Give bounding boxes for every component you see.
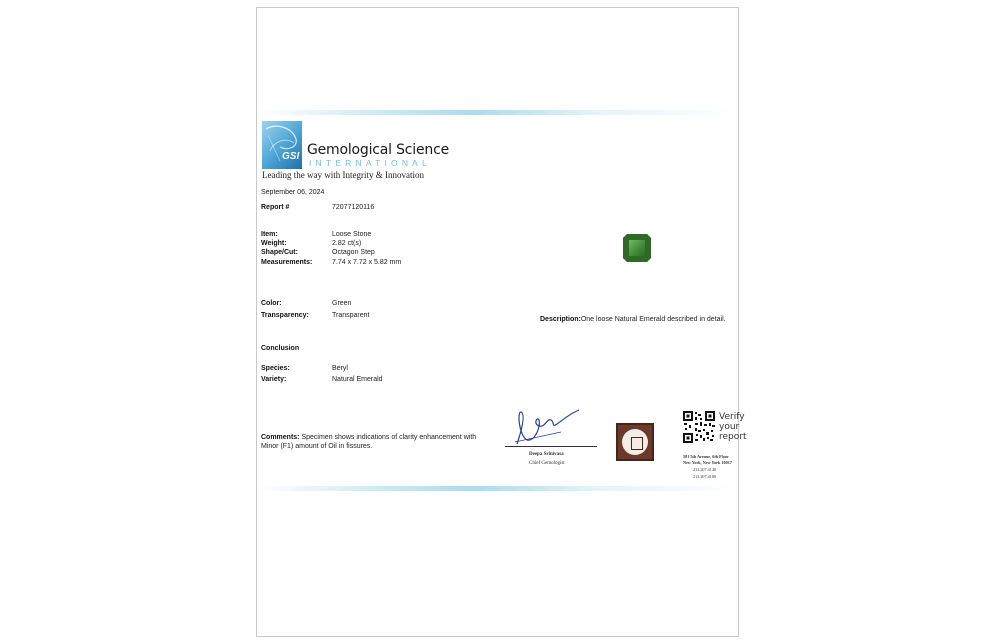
- address-line-1: 581 5th Avenue, 6th Floor: [683, 454, 729, 459]
- variety-value: Natural Emerald: [332, 376, 383, 383]
- signature-icon: [513, 406, 583, 448]
- verify-line-2: your: [719, 422, 740, 432]
- field-label-weight: Weight:: [261, 240, 287, 247]
- seal-emblem-icon: [631, 437, 643, 450]
- signature-line: [505, 446, 597, 447]
- field-label-shape: Shape/Cut:: [261, 249, 298, 256]
- field-label-transparency: Transparency:: [261, 312, 309, 319]
- brand-name: Gemological Science: [307, 142, 449, 158]
- verify-line-1: Verify: [719, 412, 745, 422]
- field-value-color: Green: [332, 300, 352, 307]
- field-value-shape: Octagon Step: [332, 249, 375, 256]
- field-value-weight: 2.82 ct(s): [332, 240, 362, 247]
- variety-label: Variety:: [261, 376, 287, 383]
- brand-tagline: Leading the way with Integrity & Innovation: [262, 170, 424, 180]
- address-fax: 212.207.4106: [693, 474, 717, 479]
- signatory-name: Deepa Srinivasa: [529, 452, 564, 457]
- qr-code-icon[interactable]: [683, 411, 715, 443]
- comments-line-1: [261, 434, 481, 441]
- description-text: One loose Natural Emerald described in detail.: [580, 316, 726, 323]
- species-label: Species:: [261, 365, 290, 372]
- address-line-2: New York, New York 10017: [683, 460, 732, 465]
- verify-report-link[interactable]: [719, 412, 747, 442]
- signatory-title: Chief Gemologist: [529, 461, 565, 466]
- description-label: Description:: [540, 316, 581, 323]
- gem-table-facet: [629, 240, 645, 256]
- field-value-transparency: Transparent: [332, 312, 370, 319]
- report-date: September 06, 2024: [261, 189, 325, 196]
- bottom-decorative-band: [257, 486, 738, 491]
- field-value-measurements: 7.74 x 7.72 x 5.82 mm: [332, 259, 402, 266]
- brand-subtitle: INTERNATIONAL: [309, 158, 431, 168]
- gsi-logo: [262, 121, 302, 169]
- address-phone: 212.207.4140: [693, 467, 717, 472]
- gsi-seal: [616, 423, 654, 461]
- conclusion-heading: Conclusion: [261, 345, 300, 352]
- seal-ring: [622, 429, 648, 455]
- field-value-item: Loose Stone: [332, 231, 372, 238]
- field-label-measurements: Measurements:: [261, 259, 313, 266]
- emerald-image: [623, 234, 651, 262]
- comments-label: Comments:: [261, 434, 300, 441]
- description: [540, 316, 726, 323]
- logo-text: GSI: [282, 151, 300, 162]
- comments-text-1: Specimen shows indications of clarity enhancement with: [301, 434, 477, 441]
- field-label-item: Item:: [261, 231, 278, 238]
- species-value: Beryl: [332, 365, 348, 372]
- field-label-color: Color:: [261, 300, 282, 307]
- top-decorative-band: [257, 110, 738, 115]
- report-number: 72077120116: [332, 204, 375, 211]
- report-page: [256, 7, 747, 637]
- comments-text-2: Minor (F1) amount of Oil in fissures.: [261, 443, 373, 450]
- report-number-label: Report #: [261, 204, 290, 211]
- verify-line-3: report: [719, 432, 747, 442]
